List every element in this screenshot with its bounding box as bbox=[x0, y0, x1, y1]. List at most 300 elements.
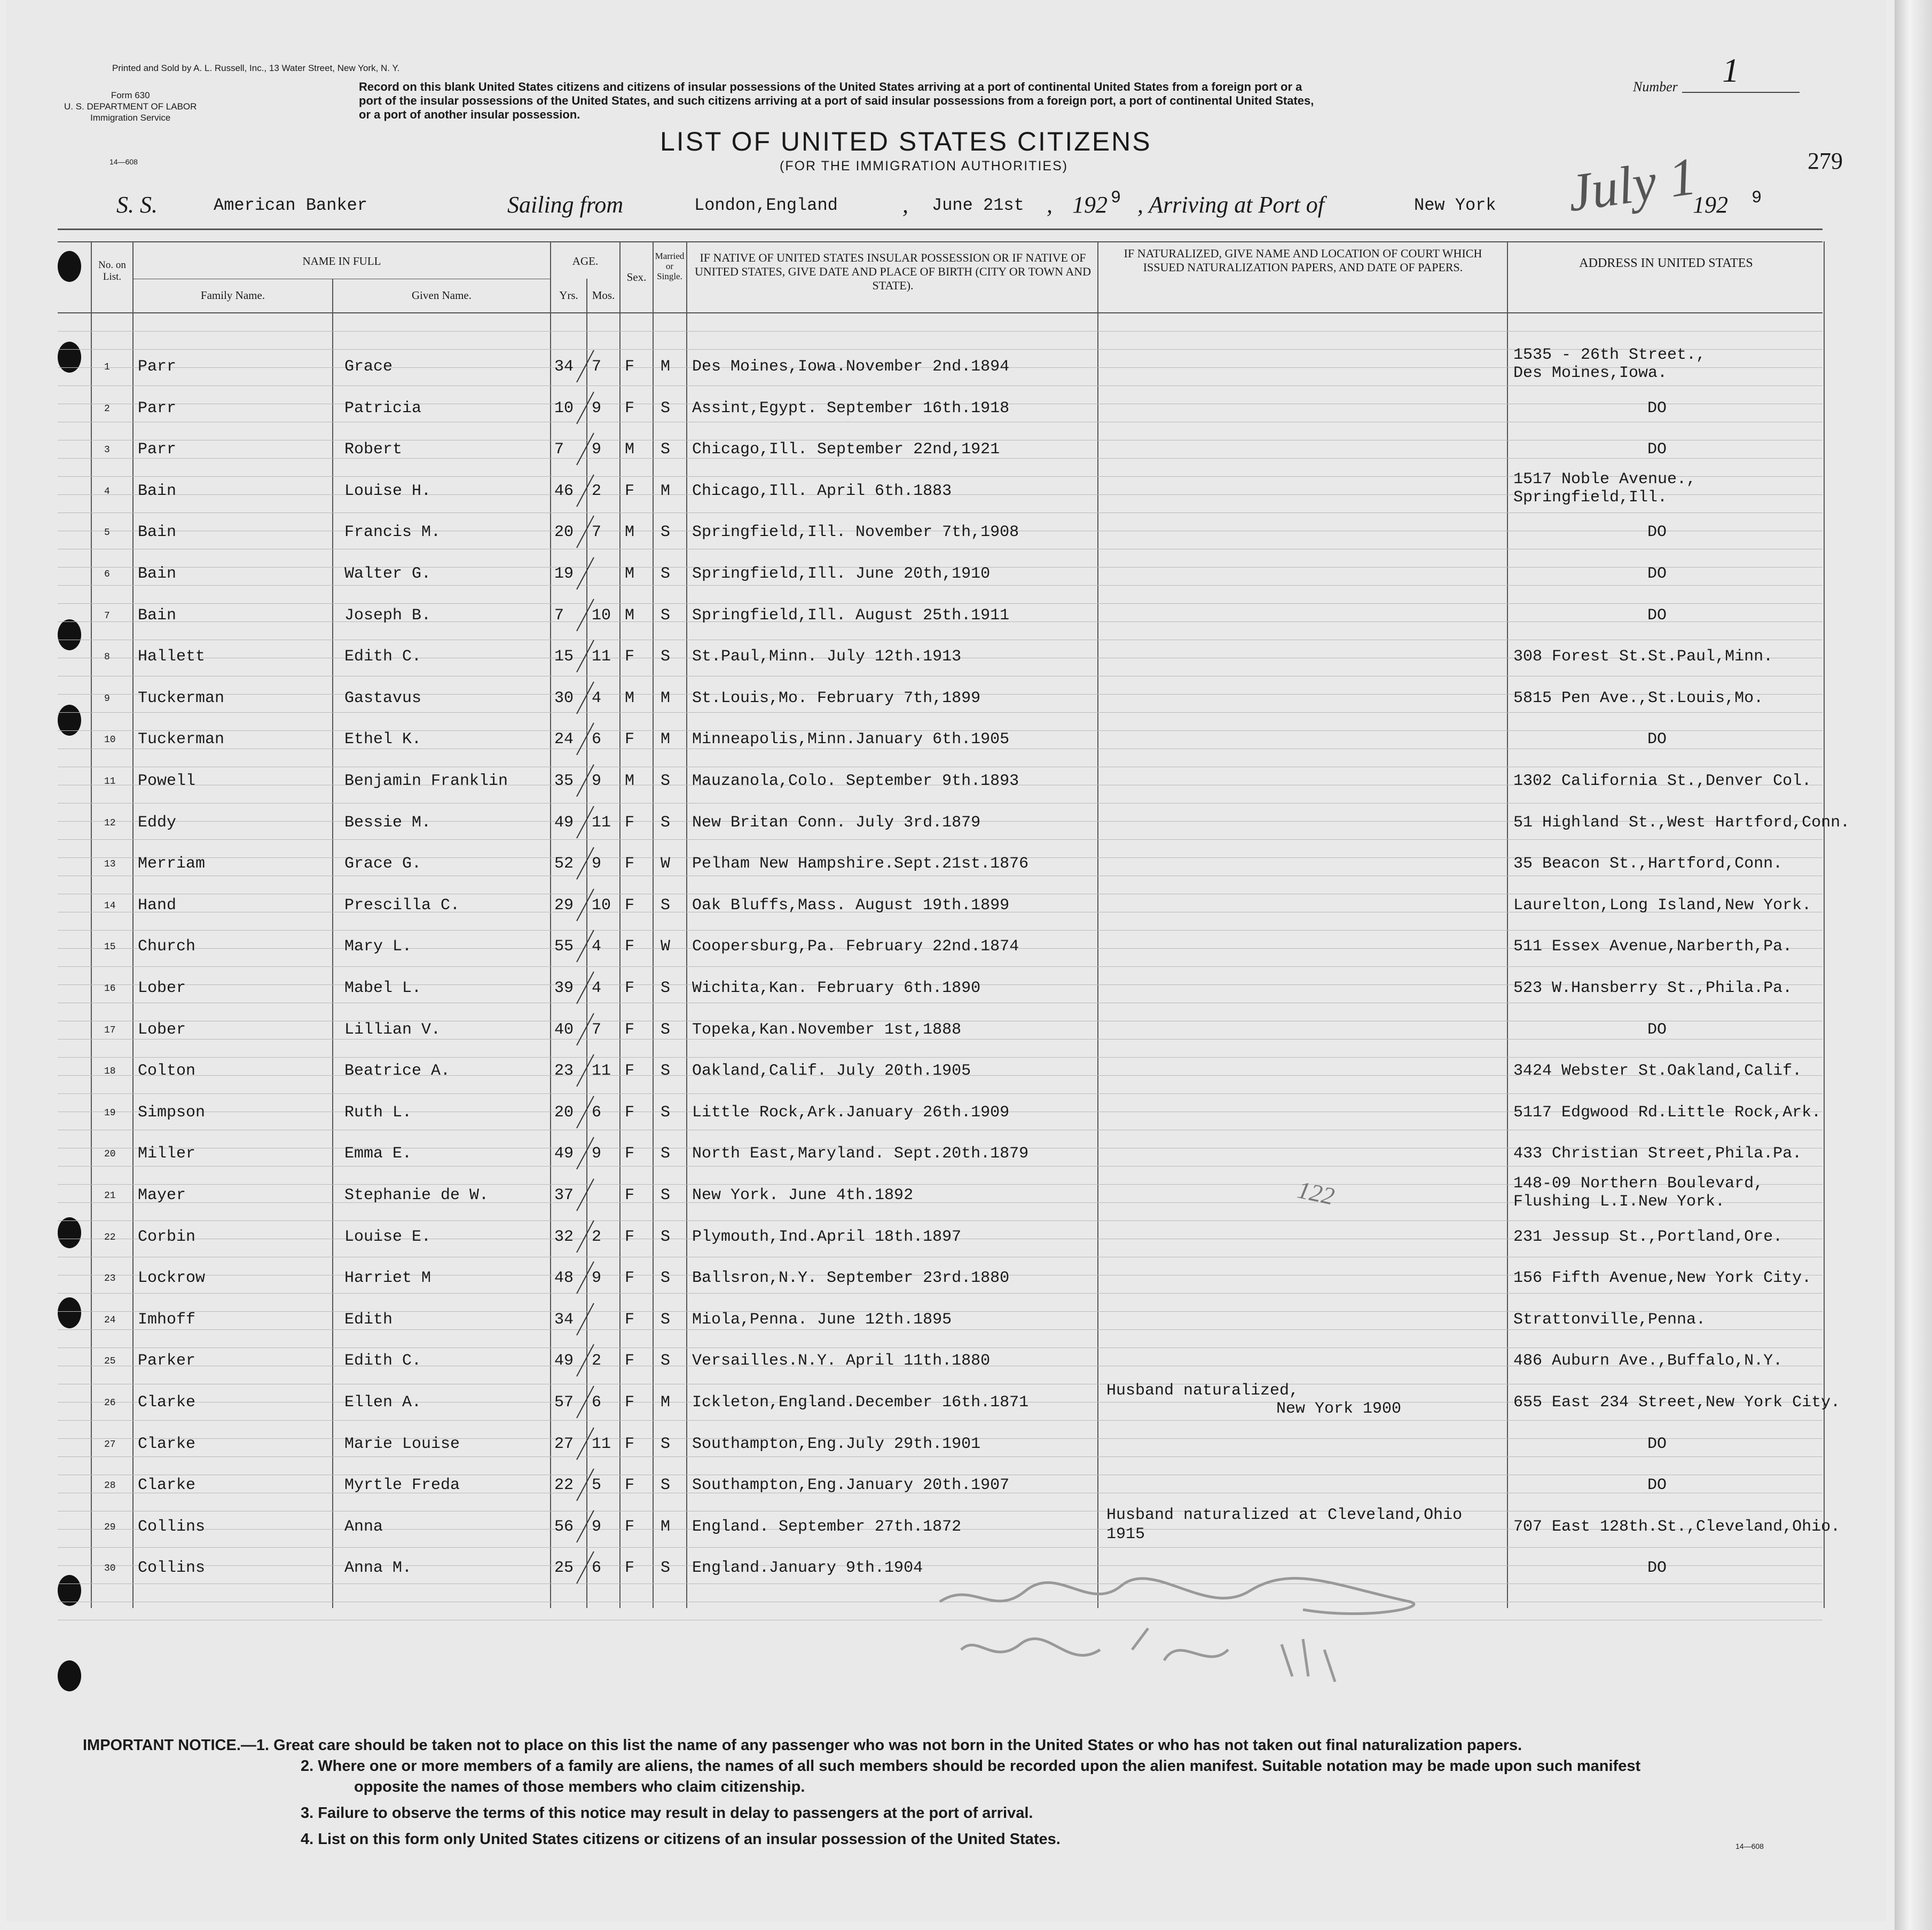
cell-yrs: 24 bbox=[554, 730, 574, 749]
cell-ms: S bbox=[661, 648, 671, 666]
ruled-line bbox=[58, 1166, 1823, 1167]
cell-birth: Versailles.N.Y. April 11th.1880 bbox=[692, 1352, 991, 1370]
page-edge bbox=[1895, 0, 1932, 1930]
cell-birth: St.Louis,Mo. February 7th,1899 bbox=[692, 689, 981, 707]
cell-no: 19 bbox=[104, 1108, 116, 1118]
ruled-line bbox=[58, 385, 1823, 386]
cell-family: Parker bbox=[138, 1352, 196, 1370]
cell-yrs: 56 bbox=[554, 1518, 574, 1536]
cell-sex: F bbox=[625, 1062, 635, 1080]
comma: , bbox=[1047, 192, 1053, 218]
cell-mos: 9 bbox=[592, 772, 602, 790]
cell-addr: 1535 - 26th Street., bbox=[1513, 346, 1706, 364]
cell-mos: 9 bbox=[592, 855, 602, 873]
cell-no: 28 bbox=[104, 1480, 116, 1491]
cell-addr: 486 Auburn Ave.,Buffalo,N.Y. bbox=[1513, 1352, 1783, 1370]
cell-ms: S bbox=[661, 440, 671, 459]
col-header-family: Family Name. bbox=[200, 289, 265, 302]
col-header-mos: Mos. bbox=[592, 289, 615, 302]
cell-given: Emma E. bbox=[344, 1145, 412, 1163]
ss-label: S. S. bbox=[116, 192, 158, 218]
number-underline bbox=[1682, 92, 1800, 93]
cell-sex: F bbox=[625, 730, 635, 749]
cell-mos: 2 bbox=[592, 1228, 602, 1246]
cell-family: Eddy bbox=[138, 814, 177, 832]
cell-mos: 4 bbox=[592, 689, 602, 707]
notice-item: 4. List on this form only United States citizens or citizens of an insular possession of the United States. bbox=[301, 1831, 1061, 1848]
punch-hole bbox=[58, 1297, 81, 1328]
cell-ms: W bbox=[661, 855, 671, 873]
handwritten-signature bbox=[929, 1570, 1463, 1708]
cell-sex: F bbox=[625, 648, 635, 666]
cell-addr: DO bbox=[1647, 1559, 1667, 1577]
cell-ms: S bbox=[661, 1021, 671, 1039]
cell-birth: England. September 27th.1872 bbox=[692, 1518, 962, 1536]
cell-ms: S bbox=[661, 1104, 671, 1122]
cell-no: 4 bbox=[104, 486, 110, 497]
cell-addr: DO bbox=[1647, 1476, 1667, 1494]
cell-mos: 6 bbox=[592, 1104, 602, 1122]
sailing-label: Sailing from bbox=[507, 192, 624, 218]
col-header-naturalized: IF NATURALIZED, GIVE NAME AND LOCATION OF COURT WHICH ISSUED NATURALIZATION PAPERS, AND DATE OF PAPERS. bbox=[1124, 247, 1482, 274]
cell-ms: M bbox=[661, 1518, 671, 1536]
cell-no: 6 bbox=[104, 569, 110, 580]
cell-sex: F bbox=[625, 358, 635, 376]
cell-family: Clarke bbox=[138, 1435, 196, 1453]
ruled-line bbox=[58, 1456, 1823, 1457]
cell-family: Miller bbox=[138, 1145, 196, 1163]
col-divider bbox=[91, 241, 92, 1608]
cell-sex: F bbox=[625, 1518, 635, 1536]
cell-no: 21 bbox=[104, 1191, 116, 1201]
cell-addr: Strattonville,Penna. bbox=[1513, 1311, 1706, 1329]
cell-mos: 7 bbox=[592, 523, 602, 541]
cell-mos: 11 bbox=[592, 814, 611, 832]
cell-ms: S bbox=[661, 979, 671, 997]
cell-addr: DO bbox=[1647, 1021, 1667, 1039]
cell-no: 30 bbox=[104, 1563, 116, 1574]
cell-sex: F bbox=[625, 1559, 635, 1577]
cell-given: Mary L. bbox=[344, 938, 412, 956]
cell-no: 8 bbox=[104, 652, 110, 663]
cell-family: Clarke bbox=[138, 1393, 196, 1412]
cell-addr: 523 W.Hansberry St.,Phila.Pa. bbox=[1513, 979, 1793, 997]
cell-addr: 1302 California St.,Denver Col. bbox=[1513, 772, 1812, 790]
cell-addr: 1517 Noble Avenue., bbox=[1513, 470, 1697, 489]
comma: , bbox=[902, 192, 908, 218]
cell-no: 5 bbox=[104, 527, 110, 538]
cell-given: Ethel K. bbox=[344, 730, 422, 749]
notice-item: 2. Where one or more members of a family are aliens, the names of all such members should be recorded upon the alien manifest. Suitable notation may be made upon such manifest bbox=[301, 1758, 1641, 1775]
cell-family: Parr bbox=[138, 399, 177, 417]
cell-family: Parr bbox=[138, 358, 177, 376]
cell-yrs: 23 bbox=[554, 1062, 574, 1080]
cell-ms: S bbox=[661, 1311, 671, 1329]
cell-yrs: 40 bbox=[554, 1021, 574, 1039]
col-divider bbox=[653, 241, 654, 1608]
cell-no: 26 bbox=[104, 1398, 116, 1408]
cell-ms: M bbox=[661, 358, 671, 376]
cell-birth: Wichita,Kan. February 6th.1890 bbox=[692, 979, 981, 997]
cell-yrs: 19 bbox=[554, 565, 574, 583]
cell-birth: Ballsron,N.Y. September 23rd.1880 bbox=[692, 1269, 1010, 1287]
cell-addr: 5117 Edgwood Rd.Little Rock,Ark. bbox=[1513, 1104, 1821, 1122]
col-header-address: ADDRESS IN UNITED STATES bbox=[1579, 256, 1753, 270]
cell-addr: 433 Christian Street,Phila.Pa. bbox=[1513, 1145, 1802, 1163]
cell-no: 9 bbox=[104, 694, 110, 704]
instruction-line: port of the insular possessions of the United States, and such citizens arriving at a port of said insular possessions from a foreign port, a port of continental United States, bbox=[359, 94, 1314, 107]
cell-ms: W bbox=[661, 938, 671, 956]
cell-given: Harriet M bbox=[344, 1269, 431, 1287]
form-code: 14—608 bbox=[109, 157, 138, 166]
cell-ms: S bbox=[661, 896, 671, 915]
cell-family: Bain bbox=[138, 482, 177, 500]
cell-given: Robert bbox=[344, 440, 403, 459]
cell-no: 7 bbox=[104, 611, 110, 621]
cell-yrs: 32 bbox=[554, 1228, 574, 1246]
page-number: 279 bbox=[1808, 148, 1843, 174]
cell-family: Simpson bbox=[138, 1104, 206, 1122]
col-divider bbox=[132, 241, 133, 1608]
cell-given: Gastavus bbox=[344, 689, 422, 707]
cell-family: Imhoff bbox=[138, 1311, 196, 1329]
cell-mos: 7 bbox=[592, 358, 602, 376]
cell-addr: 3424 Webster St.Oakland,Calif. bbox=[1513, 1062, 1802, 1080]
cell-yrs: 55 bbox=[554, 938, 574, 956]
cell-ms: S bbox=[661, 1435, 671, 1453]
cell-given: Stephanie de W. bbox=[344, 1186, 489, 1204]
cell-mos: 9 bbox=[592, 1145, 602, 1163]
cell-yrs: 39 bbox=[554, 979, 574, 997]
cell-yrs: 25 bbox=[554, 1559, 574, 1577]
cell-yrs: 15 bbox=[554, 648, 574, 666]
cell-no: 25 bbox=[104, 1356, 116, 1367]
cell-given: Myrtle Freda bbox=[344, 1476, 460, 1494]
cell-birth: Coopersburg,Pa. February 22nd.1874 bbox=[692, 938, 1019, 956]
cell-family: Hallett bbox=[138, 648, 206, 666]
instructions bbox=[359, 80, 1314, 122]
cell-yrs: 37 bbox=[554, 1186, 574, 1204]
year-digit: 9 bbox=[1752, 188, 1762, 208]
cell-addr2: Des Moines,Iowa. bbox=[1513, 364, 1668, 382]
cell-family: Bain bbox=[138, 606, 177, 625]
col-header-birthplace: IF NATIVE OF UNITED STATES INSULAR POSSESSION OR IF NATIVE OF UNITED STATES, GIVE DATE AND PLACE OF BIRTH (CITY OR TOWN AND STATE). bbox=[694, 251, 1091, 292]
instruction-line: or a port of another insular possession. bbox=[359, 108, 580, 121]
cell-birth: Springfield,Ill. August 25th.1911 bbox=[692, 606, 1010, 625]
cell-sex: F bbox=[625, 1145, 635, 1163]
cell-sex: F bbox=[625, 1352, 635, 1370]
arriving-label: , Arriving at Port of bbox=[1137, 192, 1324, 218]
cell-given: Grace bbox=[344, 358, 393, 376]
cell-yrs: 34 bbox=[554, 358, 574, 376]
cell-addr: 231 Jessup St.,Portland,Ore. bbox=[1513, 1228, 1783, 1246]
cell-nat2: 1915 bbox=[1106, 1525, 1145, 1543]
cell-no: 13 bbox=[104, 859, 116, 870]
col-divider bbox=[1097, 241, 1098, 1608]
cell-given: Benjamin Franklin bbox=[344, 772, 508, 790]
cell-addr: Laurelton,Long Island,New York. bbox=[1513, 896, 1812, 915]
cell-birth: Assint,Egypt. September 16th.1918 bbox=[692, 399, 1010, 417]
col-divider bbox=[619, 241, 621, 1608]
cell-no: 18 bbox=[104, 1066, 116, 1077]
cell-addr: 308 Forest St.St.Paul,Minn. bbox=[1513, 648, 1773, 666]
cell-no: 11 bbox=[104, 776, 116, 787]
cell-sex: M bbox=[625, 523, 635, 541]
margin-note: 122 bbox=[1295, 1176, 1337, 1210]
cell-no: 17 bbox=[104, 1025, 116, 1036]
cell-nat: Husband naturalized, bbox=[1106, 1382, 1299, 1400]
cell-family: Lober bbox=[138, 979, 186, 997]
ruled-line bbox=[58, 839, 1823, 840]
cell-family: Colton bbox=[138, 1062, 196, 1080]
cell-ms: S bbox=[661, 1476, 671, 1494]
cell-mos: 4 bbox=[592, 938, 602, 956]
cell-given: Prescilla C. bbox=[344, 896, 460, 915]
cell-given: Lillian V. bbox=[344, 1021, 441, 1039]
cell-given: Anna bbox=[344, 1518, 383, 1536]
cell-mos: 5 bbox=[592, 1476, 602, 1494]
cell-sex: F bbox=[625, 1435, 635, 1453]
table-top-border bbox=[58, 241, 1823, 242]
notice-item: opposite the names of those members who claim citizenship. bbox=[354, 1778, 805, 1795]
ruled-line bbox=[58, 1420, 1823, 1421]
cell-sex: F bbox=[625, 482, 635, 500]
cell-mos: 6 bbox=[592, 1559, 602, 1577]
ruled-line bbox=[58, 1565, 1823, 1566]
cell-yrs: 29 bbox=[554, 896, 574, 915]
cell-birth: Southampton,Eng.January 20th.1907 bbox=[692, 1476, 1010, 1494]
cell-addr: 148-09 Northern Boulevard, bbox=[1513, 1175, 1764, 1193]
cell-birth: Mauzanola,Colo. September 9th.1893 bbox=[692, 772, 1019, 790]
cell-yrs: 27 bbox=[554, 1435, 574, 1453]
service-name: Immigration Service bbox=[90, 113, 171, 123]
cell-given: Joseph B. bbox=[344, 606, 431, 625]
col-header-given: Given Name. bbox=[412, 289, 472, 302]
col-header-yrs: Yrs. bbox=[559, 289, 578, 302]
page-subtitle: (FOR THE IMMIGRATION AUTHORITIES) bbox=[780, 159, 1069, 174]
cell-addr: 51 Highland St.,West Hartford,Conn. bbox=[1513, 814, 1850, 832]
cell-no: 22 bbox=[104, 1232, 116, 1243]
ruled-line bbox=[58, 1547, 1823, 1548]
cell-ms: S bbox=[661, 1559, 671, 1577]
cell-given: Bessie M. bbox=[344, 814, 431, 832]
cell-ms: S bbox=[661, 1352, 671, 1370]
cell-yrs: 52 bbox=[554, 855, 574, 873]
header-bottom-border bbox=[58, 312, 1823, 313]
cell-sex: F bbox=[625, 896, 635, 915]
cell-sex: F bbox=[625, 979, 635, 997]
cell-ms: M bbox=[661, 689, 671, 707]
cell-given: Ruth L. bbox=[344, 1104, 412, 1122]
cell-family: Collins bbox=[138, 1559, 206, 1577]
cell-sex: F bbox=[625, 1311, 635, 1329]
cell-birth: New York. June 4th.1892 bbox=[692, 1186, 914, 1204]
punch-hole bbox=[58, 342, 81, 373]
year-label: 192 bbox=[1072, 192, 1108, 218]
cell-no: 24 bbox=[104, 1315, 116, 1326]
cell-family: Merriam bbox=[138, 855, 206, 873]
cell-sex: M bbox=[625, 772, 635, 790]
cell-no: 1 bbox=[104, 362, 110, 373]
cell-family: Lober bbox=[138, 1021, 186, 1039]
cell-birth: England.January 9th.1904 bbox=[692, 1559, 923, 1577]
col-header-name: NAME IN FULL bbox=[302, 255, 381, 267]
cell-sex: F bbox=[625, 1186, 635, 1204]
cell-no: 15 bbox=[104, 942, 116, 952]
ruled-line bbox=[58, 331, 1823, 332]
cell-birth: Oak Bluffs,Mass. August 19th.1899 bbox=[692, 896, 1010, 915]
cell-given: Louise H. bbox=[344, 482, 431, 500]
cell-family: Parr bbox=[138, 440, 177, 459]
ruled-line bbox=[58, 1220, 1823, 1221]
cell-given: Patricia bbox=[344, 399, 422, 417]
cell-mos: 9 bbox=[592, 1518, 602, 1536]
cell-addr2: Flushing L.I.New York. bbox=[1513, 1193, 1725, 1211]
cell-mos: 11 bbox=[592, 1435, 611, 1453]
col-header-no: No. on List. bbox=[98, 259, 126, 282]
cell-sex: M bbox=[625, 606, 635, 625]
arrival-port: New York bbox=[1414, 195, 1496, 215]
punch-hole bbox=[58, 705, 81, 736]
cell-sex: M bbox=[625, 689, 635, 707]
cell-birth: Chicago,Ill. April 6th.1883 bbox=[692, 482, 952, 500]
cell-given: Louise E. bbox=[344, 1228, 431, 1246]
sailing-date: June 21st bbox=[932, 195, 1024, 215]
cell-addr: 35 Beacon St.,Hartford,Conn. bbox=[1513, 855, 1783, 873]
important-notice bbox=[83, 1735, 1640, 1850]
cell-yrs: 7 bbox=[554, 606, 564, 625]
cell-birth: Minneapolis,Minn.January 6th.1905 bbox=[692, 730, 1010, 749]
cell-birth: Des Moines,Iowa.November 2nd.1894 bbox=[692, 358, 1010, 376]
ruled-line bbox=[58, 1293, 1823, 1294]
cell-family: Powell bbox=[138, 772, 196, 790]
cell-ms: S bbox=[661, 772, 671, 790]
ruled-line bbox=[58, 585, 1823, 586]
cell-ms: S bbox=[661, 814, 671, 832]
form-info bbox=[64, 90, 197, 123]
cell-birth: Springfield,Ill. June 20th,1910 bbox=[692, 565, 991, 583]
cell-yrs: 35 bbox=[554, 772, 574, 790]
cell-birth: Oakland,Calif. July 20th.1905 bbox=[692, 1062, 971, 1080]
cell-yrs: 10 bbox=[554, 399, 574, 417]
cell-addr2: Springfield,Ill. bbox=[1513, 489, 1668, 507]
cell-no: 29 bbox=[104, 1522, 116, 1533]
cell-birth: Plymouth,Ind.April 18th.1897 bbox=[692, 1228, 962, 1246]
cell-nat2: New York 1900 bbox=[1276, 1400, 1402, 1418]
footer-form-code: 14—608 bbox=[1735, 1842, 1764, 1850]
cell-given: Walter G. bbox=[344, 565, 431, 583]
cell-sex: F bbox=[625, 814, 635, 832]
notice-line bbox=[83, 1735, 1640, 1756]
col-header-sex: Sex. bbox=[626, 271, 647, 283]
cell-no: 12 bbox=[104, 818, 116, 829]
cell-family: Church bbox=[138, 938, 196, 956]
cell-family: Tuckerman bbox=[138, 689, 225, 707]
cell-yrs: 20 bbox=[554, 1104, 574, 1122]
col-header-married: Married or Single. bbox=[655, 251, 685, 281]
form-number: Form 630 bbox=[111, 90, 150, 100]
cell-ms: M bbox=[661, 730, 671, 749]
cell-mos: 9 bbox=[592, 440, 602, 459]
punch-hole bbox=[58, 251, 81, 282]
cell-addr: DO bbox=[1647, 1435, 1667, 1453]
col-divider bbox=[1507, 241, 1508, 1608]
cell-addr: DO bbox=[1647, 440, 1667, 459]
ruled-line bbox=[58, 930, 1823, 931]
cell-mos: 6 bbox=[592, 1393, 602, 1412]
cell-sex: F bbox=[625, 1021, 635, 1039]
cell-birth: Springfield,Ill. November 7th,1908 bbox=[692, 523, 1019, 541]
cell-sex: F bbox=[625, 1476, 635, 1494]
origin-port: London,England bbox=[694, 195, 838, 215]
cell-given: Marie Louise bbox=[344, 1435, 460, 1453]
ruled-line bbox=[58, 966, 1823, 967]
cell-sex: M bbox=[625, 440, 635, 459]
cell-yrs: 20 bbox=[554, 523, 574, 541]
ruled-line bbox=[58, 1329, 1823, 1330]
cell-yrs: 46 bbox=[554, 482, 574, 500]
cell-given: Mabel L. bbox=[344, 979, 422, 997]
cell-ms: M bbox=[661, 482, 671, 500]
cell-family: Corbin bbox=[138, 1228, 196, 1246]
cell-yrs: 49 bbox=[554, 1145, 574, 1163]
cell-mos: 9 bbox=[592, 1269, 602, 1287]
cell-mos: 10 bbox=[592, 896, 611, 915]
cell-sex: F bbox=[625, 1393, 635, 1412]
cell-family: Bain bbox=[138, 565, 177, 583]
cell-mos: 10 bbox=[592, 606, 611, 625]
cell-nat: Husband naturalized at Cleveland,Ohio bbox=[1106, 1506, 1463, 1524]
cell-addr: 655 East 234 Street,New York City. bbox=[1513, 1393, 1841, 1412]
cell-birth: Miola,Penna. June 12th.1895 bbox=[692, 1311, 952, 1329]
cell-birth: New Britan Conn. July 3rd.1879 bbox=[692, 814, 981, 832]
cell-birth: North East,Maryland. Sept.20th.1879 bbox=[692, 1145, 1029, 1163]
cell-birth: Pelham New Hampshire.Sept.21st.1876 bbox=[692, 855, 1029, 873]
cell-ms: S bbox=[661, 1186, 671, 1204]
cell-addr: 511 Essex Avenue,Narberth,Pa. bbox=[1513, 938, 1793, 956]
number-value: 1 bbox=[1722, 51, 1739, 89]
cell-sex: F bbox=[625, 855, 635, 873]
cell-sex: F bbox=[625, 1228, 635, 1246]
instruction-line: Record on this blank United States citizens and citizens of insular possessions of the United States arriving at a port of continental United States from a foreign port or a bbox=[359, 80, 1302, 93]
cell-no: 2 bbox=[104, 404, 110, 414]
year-digit: 9 bbox=[1111, 188, 1121, 208]
header-divider bbox=[58, 229, 1823, 230]
cell-given: Edith C. bbox=[344, 648, 422, 666]
cell-family: Collins bbox=[138, 1518, 206, 1536]
cell-ms: S bbox=[661, 606, 671, 625]
cell-ms: S bbox=[661, 565, 671, 583]
cell-mos: 9 bbox=[592, 399, 602, 417]
cell-no: 20 bbox=[104, 1149, 116, 1160]
cell-addr: DO bbox=[1647, 523, 1667, 541]
cell-addr: DO bbox=[1647, 606, 1667, 625]
cell-family: Tuckerman bbox=[138, 730, 225, 749]
cell-sex: F bbox=[625, 399, 635, 417]
cell-birth: St.Paul,Minn. July 12th.1913 bbox=[692, 648, 962, 666]
cell-yrs: 57 bbox=[554, 1393, 574, 1412]
col-divider bbox=[686, 241, 687, 1608]
cell-given: Grace G. bbox=[344, 855, 422, 873]
cell-addr: 5815 Pen Ave.,St.Louis,Mo. bbox=[1513, 689, 1764, 707]
cell-no: 3 bbox=[104, 445, 110, 455]
ruled-line bbox=[58, 712, 1823, 713]
cell-ms: S bbox=[661, 1062, 671, 1080]
cell-addr: 707 East 128th.St.,Cleveland,Ohio. bbox=[1513, 1518, 1841, 1536]
punch-hole bbox=[58, 1660, 81, 1691]
col-divider bbox=[332, 279, 333, 1608]
punch-hole bbox=[58, 1217, 81, 1248]
